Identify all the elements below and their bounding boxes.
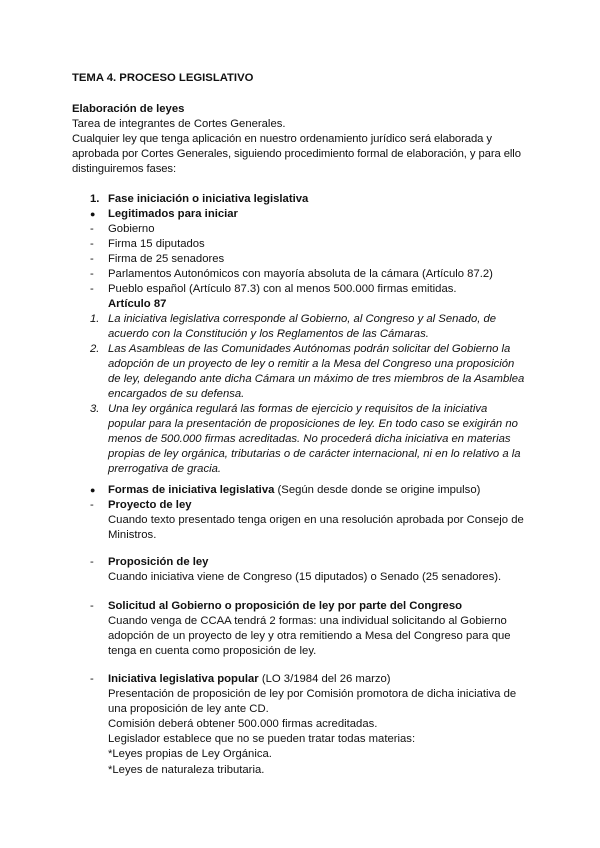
forma-line: Legislador establece que no se pueden tratar todas materias: xyxy=(108,733,416,746)
forma-label: Proposición de ley xyxy=(108,556,209,568)
forma-text: Cuando iniciativa viene de Congreso (15 diputados) o Senado (25 senadores). xyxy=(108,571,502,584)
article-number: 3. xyxy=(90,403,100,415)
forma-text: Cuando texto presentado tenga origen en una resolución aprobada por Consejo de Ministros. xyxy=(108,514,524,542)
article-number: 2. xyxy=(90,343,100,355)
list-item-text: Firma de 25 senadores xyxy=(108,253,225,265)
formas-note: (Según desde donde se origine impulso) xyxy=(274,484,481,496)
article-text: Las Asambleas de las Comunidades Autónomas podrán solicitar del Gobierno la adopción de un proyecto de ley o remitir a la Mesa del Congreso una proposición de ley, delegando ante dicha Cámara un máximo de tres miembros de la Asamblea encargados de su defensa. xyxy=(108,343,525,401)
dash-marker: - xyxy=(90,238,94,250)
list-item-text: Firma 15 diputados xyxy=(108,238,205,250)
phase-label: Fase iniciación o iniciativa legislativa xyxy=(108,193,309,205)
intro-paragraph: Cualquier ley que tenga aplicación en nuestro ordenamiento jurídico será elaborada y aprobada por Cortes Generales, siguiendo procedimiento formal de elaboración, y para ello distinguiremos fases: xyxy=(72,133,521,176)
dash-marker: - xyxy=(90,673,94,685)
dash-marker: - xyxy=(90,268,94,280)
dash-marker: - xyxy=(90,223,94,235)
intro-line: Tarea de integrantes de Cortes Generales. xyxy=(72,118,286,131)
intro-section xyxy=(72,102,532,177)
forma-line: *Leyes de naturaleza tributaria. xyxy=(108,763,265,776)
dash-marker: - xyxy=(90,499,94,511)
dash-marker: - xyxy=(90,556,94,568)
dash-marker: - xyxy=(90,600,94,612)
forma-label: Proyecto de ley xyxy=(108,499,192,511)
bullet-icon: ● xyxy=(90,485,96,495)
forma-line: Comisión deberá obtener 500.000 firmas acreditadas. xyxy=(108,718,378,731)
article-text: Una ley orgánica regulará las formas de ejercicio y requisitos de la iniciativa popular para la presentación de proposiciones de ley. En todo caso se exigirán no menos de 500.000 firmas acreditadas. No procederá dicha iniciativa en materias propias de ley orgánica, tributarias o de carácter internacional, ni en lo relativo a la prerrogativa de gracia. xyxy=(108,403,521,476)
phase-number: 1. xyxy=(90,193,100,205)
forma-label: Iniciativa legislativa popular xyxy=(108,673,259,685)
bullet-icon: ● xyxy=(90,209,96,219)
dash-marker: - xyxy=(90,253,94,265)
list-item-text: Gobierno xyxy=(108,223,155,235)
list-item-text: Parlamentos Autonómicos con mayoría absoluta de la cámara (Artículo 87.2) xyxy=(108,268,493,280)
list-item-text: Pueblo español (Artículo 87.3) con al menos 500.000 firmas emitidas. xyxy=(108,283,457,295)
article-text: La iniciativa legislativa corresponde al Gobierno, al Congreso y al Senado, de acuerdo con la Constitución y los Reglamentos de las Cámaras. xyxy=(108,313,497,341)
formas-label: Formas de iniciativa legislativa xyxy=(108,484,275,496)
forma-label: Solicitud al Gobierno o proposición de ley por parte del Congreso xyxy=(108,600,463,612)
forma-line: Presentación de proposición de ley por Comisión promotora de dicha iniciativa de una proposición de ley ante CD. xyxy=(108,688,517,716)
forma-note: (LO 3/1984 del 26 marzo) xyxy=(258,673,391,685)
legitimados-label: Legitimados para iniciar xyxy=(108,208,238,220)
document-title: TEMA 4. PROCESO LEGISLATIVO xyxy=(72,72,254,84)
article-title: Artículo 87 xyxy=(108,298,167,310)
article-number: 1. xyxy=(90,313,100,325)
forma-line: *Leyes propias de Ley Orgánica. xyxy=(108,748,272,761)
forma-text: Cuando venga de CCAA tendrá 2 formas: una individual solicitando al Gobierno adopción de un proyecto de ley y otra remitiendo a Mesa del Congreso para que tenga en cuenta como proposición de ley. xyxy=(108,615,511,658)
section-heading: Elaboración de leyes xyxy=(72,103,185,115)
dash-marker: - xyxy=(90,283,94,295)
